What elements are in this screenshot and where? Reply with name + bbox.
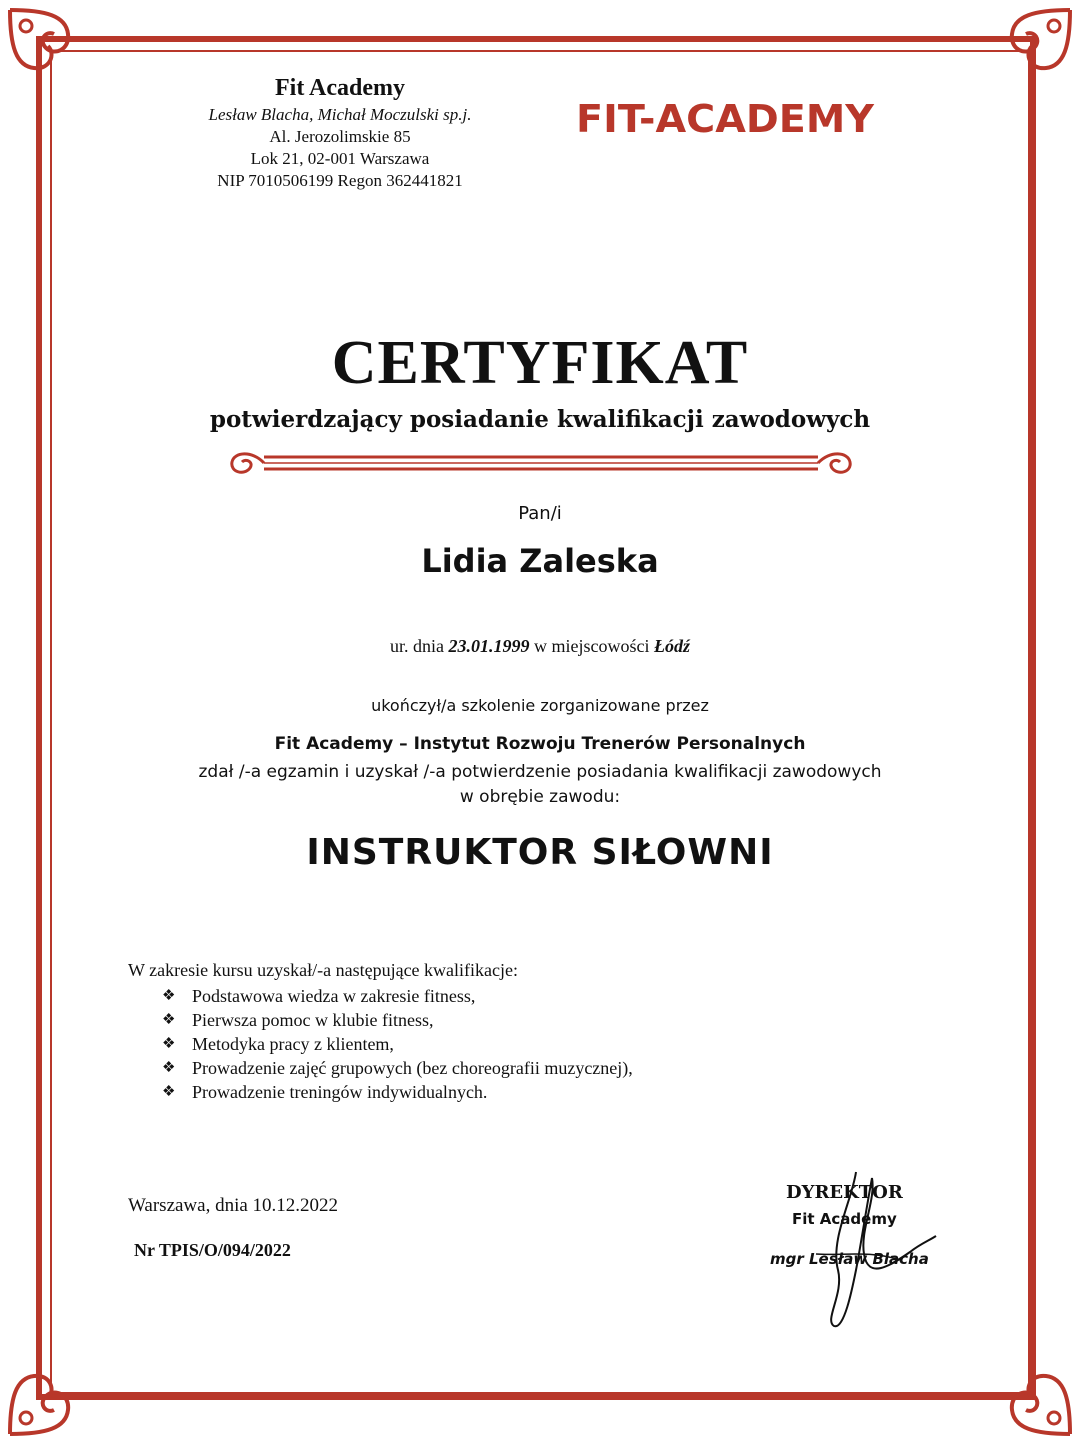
diamond-bullet-icon: ❖ bbox=[162, 1036, 176, 1052]
corner-ornament-top-left bbox=[6, 6, 98, 98]
birth-middle: w miejscowości bbox=[534, 636, 650, 656]
recipient-name: Lidia Zaleska bbox=[421, 542, 659, 580]
certificate-number: Nr TPIS/O/094/2022 bbox=[134, 1240, 291, 1260]
list-item: ❖ Prowadzenie zajęć grupowych (bez choreografii muzycznej), bbox=[162, 1058, 633, 1078]
corner-ornament-bottom-right bbox=[982, 1346, 1074, 1438]
issuer-address-line1: Al. Jerozolimskie 85 bbox=[269, 127, 411, 146]
issuer-header bbox=[150, 72, 530, 192]
issuer-address-line2: Lok 21, 02-001 Warszawa bbox=[250, 149, 430, 168]
qualifications-list bbox=[128, 984, 928, 1104]
director-signature-block bbox=[760, 1170, 940, 1330]
qualifications-section bbox=[128, 958, 928, 1104]
completion-statement: ukończył/a szkolenie zorganizowane przez bbox=[371, 696, 709, 715]
certificate-subtitle: potwierdzający posiadanie kwalifikacji zawodowych bbox=[209, 406, 871, 433]
place-and-date: Warszawa, dnia 10.12.2022 bbox=[128, 1195, 339, 1216]
diamond-bullet-icon: ❖ bbox=[162, 1012, 176, 1028]
issuer-registry: NIP 7010506199 Regon 362441821 bbox=[217, 171, 463, 190]
greeting: Pan/i bbox=[518, 503, 562, 524]
list-item: ❖ Metodyka pracy z klientem, bbox=[162, 1034, 394, 1054]
list-item: ❖ Podstawowa wiedza w zakresie fitness, bbox=[162, 986, 476, 1006]
corner-ornament-bottom-left bbox=[6, 1346, 98, 1438]
signature-name: mgr Lesław Blacha bbox=[770, 1250, 929, 1268]
list-item: ❖ Pierwsza pomoc w klubie fitness, bbox=[162, 1010, 434, 1030]
training-institution: Fit Academy – Instytut Rozwoju Trenerów Personalnych bbox=[274, 734, 806, 754]
exam-statement: zdał /-a egzamin i uzyskał /-a potwierdzenie posiadania kwalifikacji zawodowych bbox=[198, 762, 882, 782]
exam-statement-continued: w obrębie zawodu: bbox=[459, 787, 621, 807]
qualifications-intro: W zakresie kursu uzyskał/-a następujące kwalifikacje: bbox=[128, 960, 518, 980]
signature-title: DYREKTOR bbox=[786, 1182, 903, 1203]
issuer-owners: Lesław Blacha, Michał Moczulski sp.j. bbox=[208, 105, 472, 124]
profession-title: INSTRUKTOR SIŁOWNI bbox=[306, 832, 774, 873]
signature-org: Fit Academy bbox=[792, 1210, 897, 1228]
diamond-bullet-icon: ❖ bbox=[162, 988, 176, 1004]
diamond-bullet-icon: ❖ bbox=[162, 1084, 176, 1100]
diamond-bullet-icon: ❖ bbox=[162, 1060, 176, 1076]
birth-prefix: ur. dnia bbox=[390, 636, 444, 656]
birth-date: 23.01.1999 bbox=[448, 636, 530, 656]
fit-academy-logo bbox=[576, 96, 876, 138]
logo-text: FIT-ACADEMY bbox=[576, 97, 875, 138]
ornamental-divider bbox=[224, 446, 858, 480]
certificate-title: CERTYFIKAT bbox=[331, 329, 749, 397]
corner-ornament-top-right bbox=[982, 6, 1074, 98]
birth-place: Łódź bbox=[653, 636, 690, 656]
handwritten-signature bbox=[760, 1170, 940, 1330]
birth-info bbox=[0, 636, 1080, 657]
list-item: ❖ Prowadzenie treningów indywidualnych. bbox=[162, 1082, 488, 1102]
issuer-name: Fit Academy bbox=[275, 75, 405, 101]
